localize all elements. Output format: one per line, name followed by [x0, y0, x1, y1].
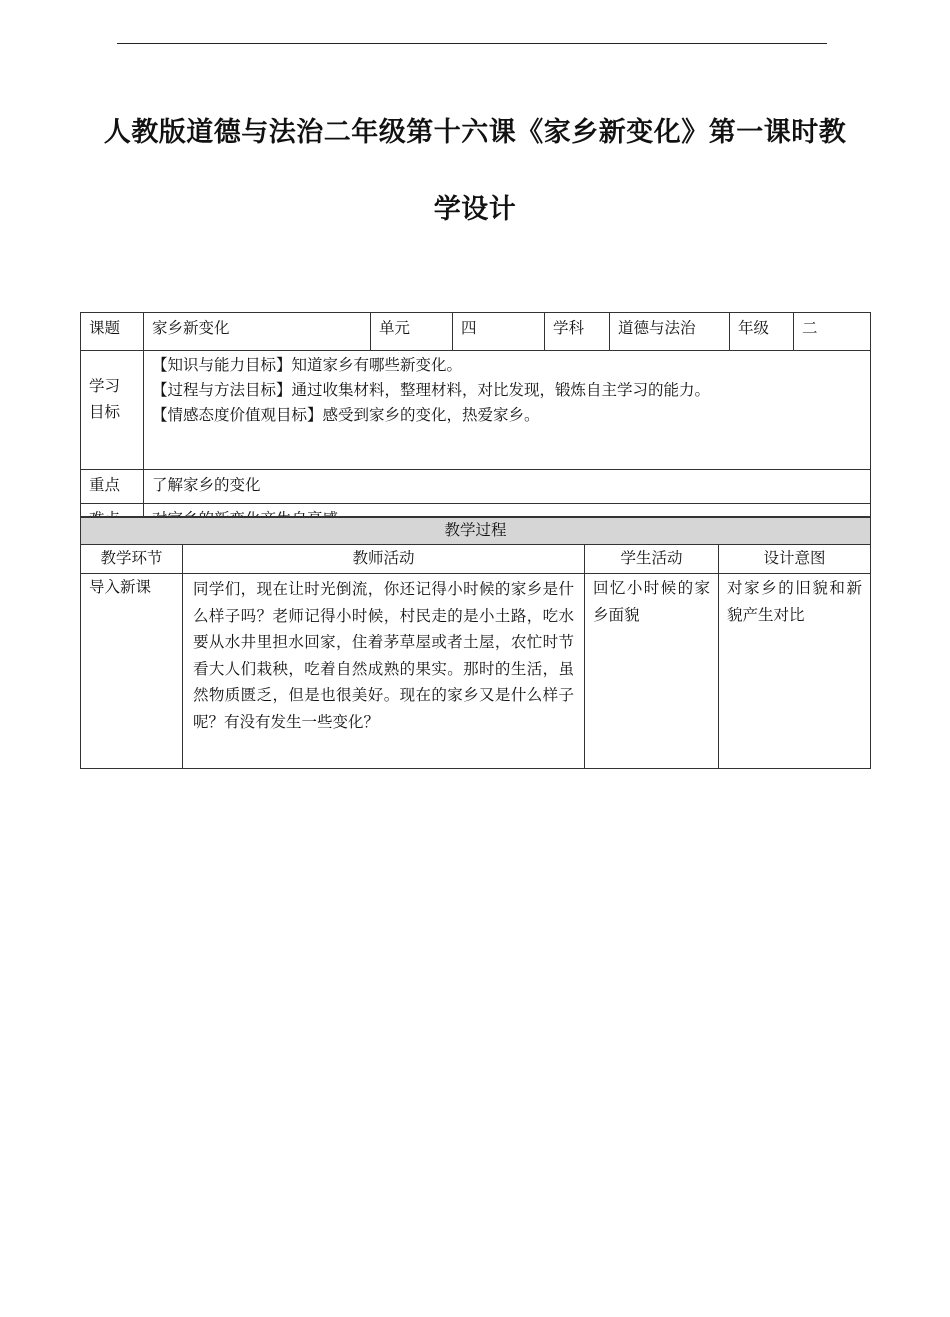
student-activity-cell: 回忆小时候的家乡面貌 [585, 574, 719, 769]
goal-knowledge: 【知识与能力目标】知道家乡有哪些新变化。 [152, 356, 463, 374]
goals-label-line-2: 目标 [89, 403, 121, 421]
header-teacher-activity: 教师活动 [183, 545, 585, 574]
teaching-process-table [80, 516, 871, 769]
lesson-info-table [80, 312, 871, 538]
header-design-intent: 设计意图 [719, 545, 871, 574]
topic-value: 家乡新变化 [144, 313, 371, 351]
table-row [81, 574, 871, 769]
goal-emotion: 【情感态度价值观目标】感受到家乡的变化，热爱家乡。 [152, 406, 540, 424]
topic-label: 课题 [81, 313, 144, 351]
info-row-key-point [81, 470, 871, 504]
stage-cell: 导入新课 [81, 574, 183, 769]
unit-value: 四 [453, 313, 545, 351]
document-title-line-2: 学设计 [433, 194, 517, 225]
process-header-row [81, 545, 871, 574]
teacher-activity-cell: 同学们，现在让时光倒流，你还记得小时候的家乡是什么样子吗？老师记得小时候，村民走的是小土路，吃水要从水井里担水回家，住着茅草屋或者土屋，农忙时节看大人们栽秧，吃着自然成熟的果实。那时的生活，虽然物质匮乏，但是也很美好。现在的家乡又是什么样子呢？有没有发生一些变化？ [183, 574, 585, 769]
info-row-basic [81, 313, 871, 351]
goal-process: 【过程与方法目标】通过收集材料，整理材料，对比发现，锻炼自主学习的能力。 [152, 381, 711, 399]
design-intent-cell: 对家乡的旧貌和新貌产生对比 [719, 574, 871, 769]
grade-label: 年级 [730, 313, 794, 351]
goals-label-line-1: 学习 [89, 377, 121, 395]
goals-content [144, 351, 871, 470]
subject-label: 学科 [545, 313, 610, 351]
unit-label: 单元 [371, 313, 453, 351]
goals-label [81, 351, 144, 470]
header-stage: 教学环节 [81, 545, 183, 574]
key-point-label: 重点 [81, 470, 144, 504]
process-band-row [81, 517, 871, 545]
info-row-goals [81, 351, 871, 470]
process-band-title: 教学过程 [81, 517, 871, 545]
header-student-activity: 学生活动 [585, 545, 719, 574]
header-rule [117, 43, 827, 44]
key-point-value: 了解家乡的变化 [144, 470, 871, 504]
subject-value: 道德与法治 [610, 313, 730, 351]
grade-value: 二 [794, 313, 871, 351]
document-title-line-1: 人教版道德与法治二年级第十六课《家乡新变化》第一课时教 [103, 117, 847, 148]
